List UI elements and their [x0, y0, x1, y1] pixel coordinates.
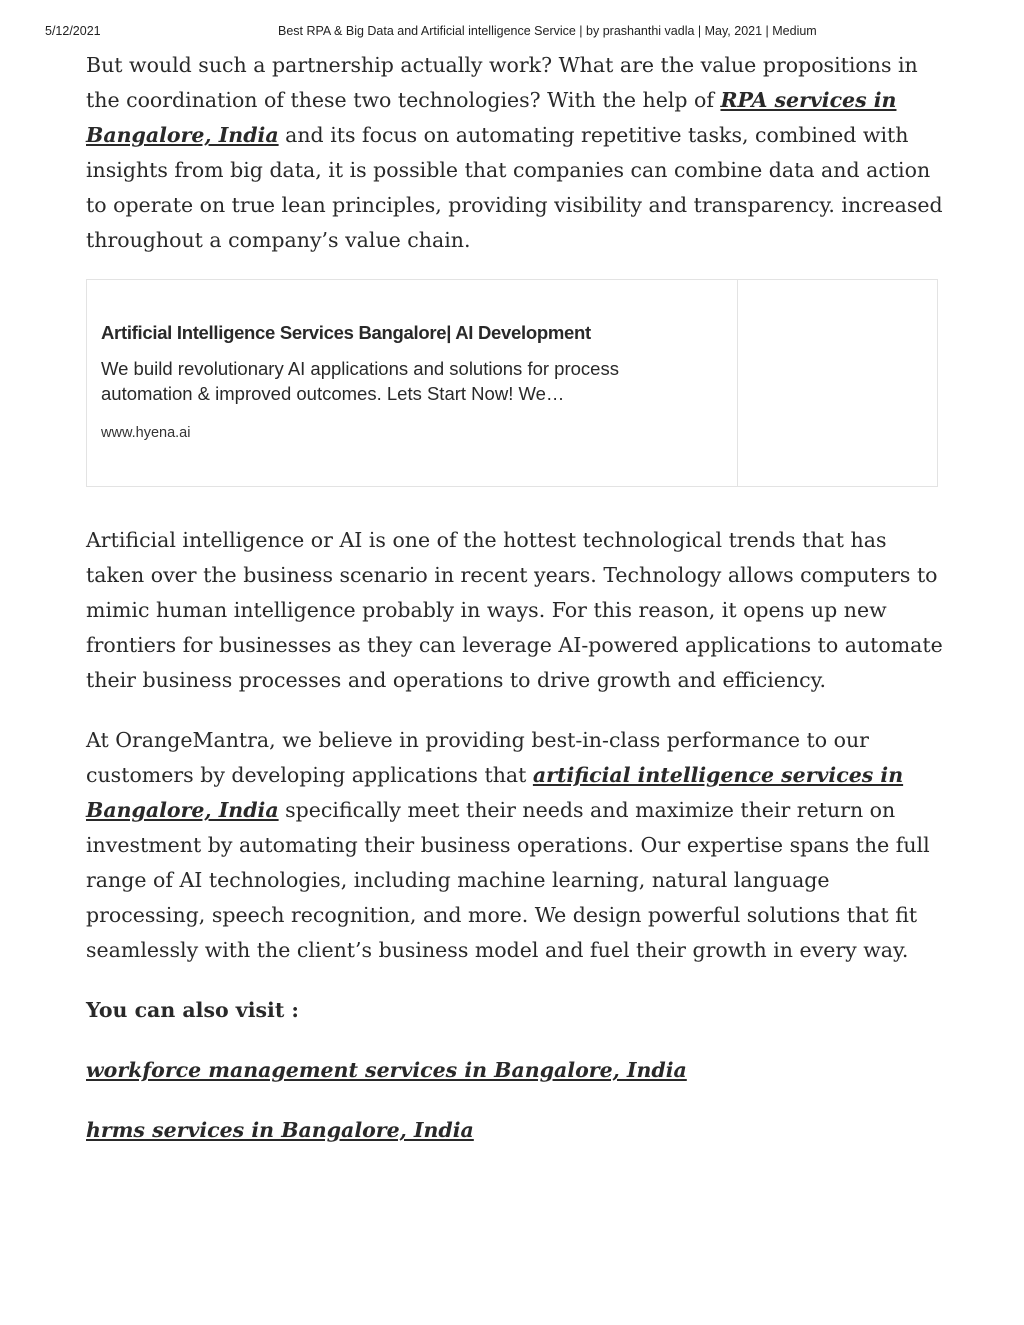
embed-thumbnail [737, 280, 937, 486]
om-text-after: specifically meet their needs and maximize their return on investment by automating their business operations. Our expertise spans the full range of AI technologies, including machine learning, natural language processing, speech recognition, and more. We design powerful solutions that fit seamlessly with the client’s business model and fuel their growth in every way. [86, 798, 930, 962]
embed-title: Artificial Intelligence Services Bangalore| AI Development [101, 322, 591, 343]
print-header [0, 24, 1024, 42]
rpa-services-link[interactable]: RPA services in Bangalore, India [86, 88, 897, 147]
article-intro [86, 48, 946, 258]
orangemantra-paragraph [86, 723, 951, 968]
print-page-title: Best RPA & Big Data and Artificial intelligence Service | by prashanthi vadla | May, 2021 | Medium [278, 24, 817, 38]
intro-paragraph [86, 48, 946, 258]
link-preview-card[interactable] [86, 279, 938, 487]
print-date: 5/12/2021 [45, 24, 101, 38]
ai-services-link[interactable]: artificial intelligence services in Bangalore, India [86, 763, 904, 822]
embed-description: We build revolutionary AI applications and solutions for process automation & improved outcomes. Lets Start Now! We… [101, 358, 619, 404]
workforce-management-link[interactable]: workforce management services in Bangalore, India [86, 1058, 687, 1082]
article-body [86, 523, 951, 1148]
ai-paragraph: Artificial intelligence or AI is one of the hottest technological trends that has taken over the business scenario in recent years. Technology allows computers to mimic human intelligence probably in ways. For this reason, it opens up new frontiers for businesses as they can leverage AI-powered applications to automate their business processes and operations to drive growth and efficiency. [86, 528, 943, 692]
om-text-before: At OrangeMantra, we believe in providing best-in-class performance to our customers by developing applications that [86, 728, 869, 787]
intro-text-after: and its focus on automating repetitive tasks, combined with insights from big data, it is possible that companies can combine data and action to operate on true lean principles, providing visibility and transparency. increased throughout a company’s value chain. [86, 123, 943, 252]
hrms-services-link[interactable]: hrms services in Bangalore, India [86, 1118, 474, 1142]
embed-domain: www.hyena.ai [101, 425, 191, 441]
intro-text-before: But would such a partnership actually work? What are the value propositions in the coordination of these two technologies? With the help of [86, 53, 918, 112]
visit-label: You can also visit : [86, 998, 299, 1022]
